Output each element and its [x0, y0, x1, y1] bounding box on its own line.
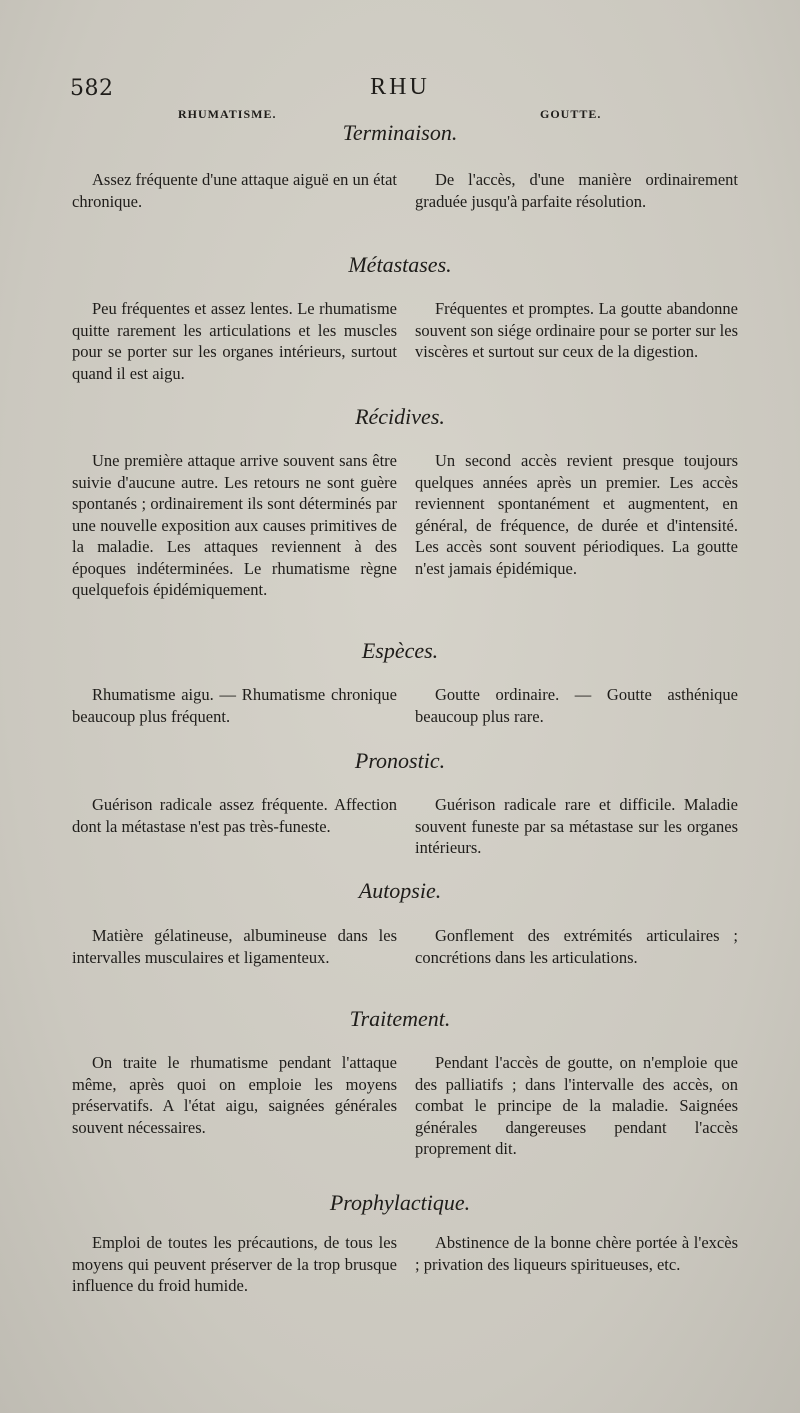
paragraph: Emploi de toutes les précautions, de tous les moyens qui peuvent préserver de la trop brusque influence du froid humide. — [72, 1233, 397, 1295]
section-terminaison-right — [415, 169, 738, 212]
paragraph: Guérison radicale rare et difficile. Maladie souvent funeste par sa métastase sur les organes intérieurs. — [415, 795, 738, 857]
left-column-label: RHUMATISME. — [178, 107, 277, 121]
paragraph: Matière gélatineuse, albumineuse dans les intervalles musculaires et ligamenteux. — [72, 926, 397, 967]
section-title-terminaison: Terminaison. — [342, 120, 458, 145]
section-title-recidives: Récidives. — [355, 404, 445, 429]
section-autopsie-left — [72, 925, 397, 968]
section-recidives-right — [415, 450, 738, 579]
paragraph: Goutte ordinaire. — Goutte asthénique beaucoup plus rare. — [415, 685, 738, 726]
section-title-metastases: Métastases. — [348, 252, 452, 277]
section-traitement-right — [415, 1052, 738, 1160]
section-title-traitement: Traitement. — [349, 1006, 451, 1031]
paragraph: Fréquentes et promptes. La goutte abandonne souvent son siége ordinaire pour se porter sur les viscères et surtout sur ceux de la digestion. — [415, 299, 738, 361]
section-title-prophylactique: Prophylactique. — [329, 1190, 471, 1215]
paragraph: On traite le rhumatisme pendant l'attaque même, après quoi on emploie les moyens préservatifs. A l'état aigu, saignées générales souvent nécessaires. — [72, 1053, 397, 1137]
paragraph: Guérison radicale assez fréquente. Affection dont la métastase n'est pas très-funeste. — [72, 795, 397, 836]
paragraph: Pendant l'accès de goutte, on n'emploie que des palliatifs ; dans l'intervalle des accès, on combat le principe de la maladie. Saignées générales dangereuses pendant l'accès proprement dit. — [415, 1053, 738, 1158]
section-pronostic-left — [72, 794, 397, 837]
page-number: 582 — [70, 76, 114, 101]
section-especes-right — [415, 684, 738, 727]
section-prophylactique-right — [415, 1232, 738, 1275]
section-prophylactique-left — [72, 1232, 397, 1297]
section-metastases-left — [72, 298, 397, 384]
paragraph: Assez fréquente d'une attaque aiguë en un état chronique. — [72, 170, 397, 211]
paragraph: Abstinence de la bonne chère portée à l'excès ; privation des liqueurs spiritueuses, etc. — [415, 1233, 738, 1274]
section-traitement-left — [72, 1052, 397, 1138]
section-terminaison-left — [72, 169, 397, 212]
section-recidives-left — [72, 450, 397, 601]
section-autopsie-right — [415, 925, 738, 968]
section-especes-left — [72, 684, 397, 727]
section-pronostic-right — [415, 794, 738, 859]
paragraph: Une première attaque arrive souvent sans être suivie d'aucune autre. Les retours ne sont guère spontanés ; ordinairement ils sont déterminés par une nouvelle exposition aux causes primitives de la maladie. Les attaques reviennent à des époques indéterminées. Le rhumatisme règne quelquefois épidémiquement. — [72, 451, 397, 599]
section-title-pronostic: Pronostic. — [354, 748, 446, 773]
paragraph: Peu fréquentes et assez lentes. Le rhumatisme quitte rarement les articulations et les muscles pour se porter sur les organes intérieurs, surtout quand il est aigu. — [72, 299, 397, 383]
paragraph: De l'accès, d'une manière ordinairement graduée jusqu'à parfaite résolution. — [415, 170, 738, 211]
running-head: RHU — [370, 74, 430, 100]
section-title-especes: Espèces. — [361, 638, 439, 663]
section-title-autopsie: Autopsie. — [358, 878, 442, 903]
right-column-label: GOUTTE. — [540, 107, 602, 121]
paragraph: Un second accès revient presque toujours quelques années après un premier. Les accès reviennent spontanément et augmentent, en général, de fréquence, de durée et d'intensité. Les accès sont souvent périodiques. La goutte n'est jamais épidémique. — [415, 451, 738, 578]
paragraph: Rhumatisme aigu. — Rhumatisme chronique beaucoup plus fréquent. — [72, 685, 397, 726]
section-metastases-right — [415, 298, 738, 363]
paragraph: Gonflement des extrémités articulaires ; concrétions dans les articulations. — [415, 926, 738, 967]
